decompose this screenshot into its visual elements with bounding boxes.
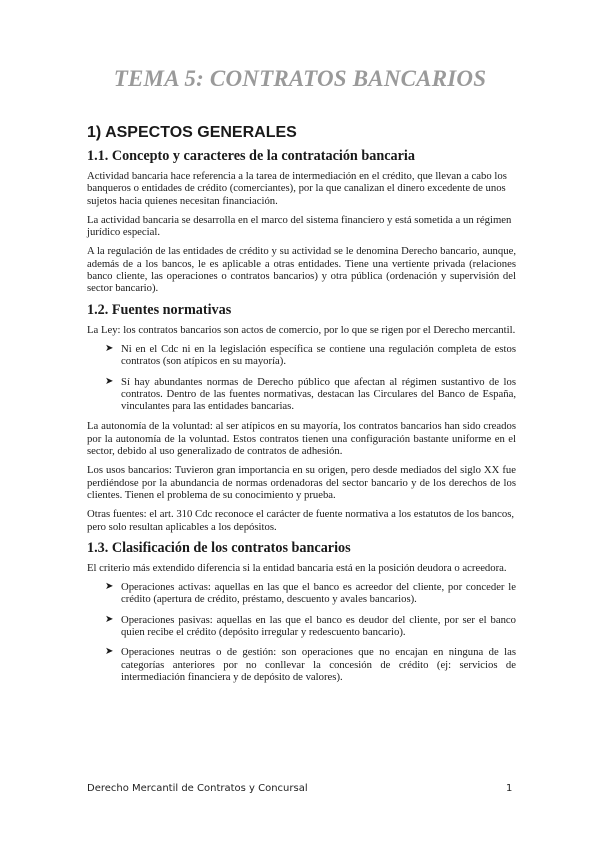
paragraph: Los usos bancarios: Tuvieron gran importancia en su origen, pero desde mediados del siglo XX fue perdiéndose por la abundancia de normas ordenadoras del sector bancario y de los derechos de los clientes. Tienen el problema de su conocimiento y prueba.: [87, 464, 516, 501]
list-item: ➤ Operaciones neutras o de gestión: son operaciones que no encajan en ninguna de las categorías anteriores por no conllevar la concesión de crédito (ej: servicios de intermediación financiera y de depósito de valores).: [105, 646, 516, 683]
document-title: TEMA 5: CONTRATOS BANCARIOS: [113, 66, 487, 91]
arrow-bullet-icon: ➤: [105, 375, 114, 387]
paragraph: Otras fuentes: el art. 310 Cdc reconoce el carácter de fuente normativa a los estatutos de los bancos, pero solo resultan aplicables a los depósitos.: [87, 508, 515, 533]
footer-course-name: Derecho Mercantil de Contratos y Concursal: [87, 783, 308, 794]
list-item: ➤ Operaciones activas: aquellas en las que el banco es acreedor del cliente, por conceder le crédito (apertura de crédito, préstamo, descuento y avales bancarios).: [105, 581, 516, 606]
page-number: 1: [506, 783, 513, 794]
bullet-list: [87, 581, 516, 683]
subsection-heading-1-1: 1.1. Concepto y caracteres de la contratación bancaria: [87, 148, 415, 164]
paragraph: A la regulación de las entidades de crédito y su actividad se le denomina Derecho bancario, aunque, además de a los bancos, le es aplicable a otras entidades. Tiene una vertiente privada (relaciones banco cliente, las operaciones o contratos bancarios) y otra pública (ordenación y supervisión del sector bancario).: [87, 245, 516, 295]
paragraph: Actividad bancaria hace referencia a la tarea de intermediación en el crédito, que llevan a cabo los banqueros o entidades de crédito (comerciantes), por la que canalizan el dinero excedente de unos sujetos hacia quienes necesitan financiación.: [87, 170, 507, 207]
arrow-bullet-icon: ➤: [105, 646, 114, 658]
subsection-heading-1-2: 1.2. Fuentes normativas: [87, 301, 232, 318]
paragraph: La actividad bancaria se desarrolla en el marco del sistema financiero y está sometida a un régimen jurídico especial.: [87, 213, 512, 239]
arrow-bullet-icon: ➤: [105, 581, 114, 593]
bullet-list: [87, 343, 516, 412]
arrow-bullet-icon: ➤: [105, 613, 114, 625]
list-item: ➤ Ni en el Cdc ni en la legislación específica se contiene una regulación completa de estos contratos (son atípicos en su mayoría).: [105, 342, 516, 368]
paragraph: El criterio más extendido diferencia si la entidad bancaria está en la posición deudora o acreedora.: [87, 561, 507, 574]
section-heading-aspectos-generales: 1) ASPECTOS GENERALES: [87, 124, 297, 141]
list-item: ➤ Operaciones pasivas: aquellas en las que el banco es deudor del cliente, por ser el banco quien recibe el crédito (depósito irregular y redescuento bancario).: [105, 613, 516, 639]
paragraph: La autonomía de la voluntad: al ser atípicos en su mayoría, los contratos bancarios han sido creados por la autonomía de la voluntad. Estos contratos tienen una configuración bastante uniforme en el sector, debido al uso generalizado de contratos de adhesión.: [87, 420, 516, 458]
arrow-bullet-icon: ➤: [105, 342, 114, 354]
subsection-heading-1-3: 1.3. Clasificación de los contratos bancarios: [87, 539, 351, 556]
document-body: [87, 124, 516, 691]
list-item: ➤ Sí hay abundantes normas de Derecho público que afectan al régimen sustantivo de los contratos. Dentro de las fuentes normativas, destacan las Circulares del Banco de España, vinculantes para las entidades bancarias.: [105, 375, 516, 413]
paragraph: La Ley: los contratos bancarios son actos de comercio, por lo que se rigen por el Derecho mercantil.: [87, 323, 516, 336]
